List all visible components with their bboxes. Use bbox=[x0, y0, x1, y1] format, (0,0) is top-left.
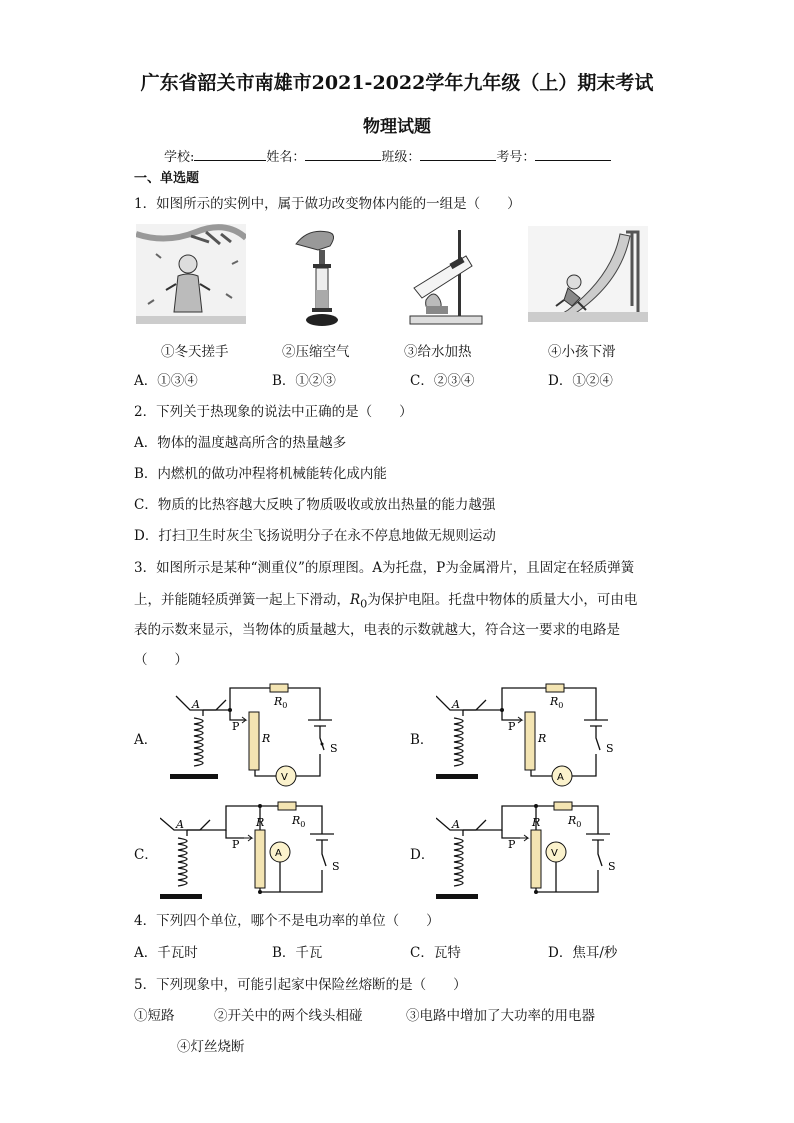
circuit-c-tray-label: A bbox=[176, 818, 184, 831]
q1-caption-2: ②压缩空气 bbox=[282, 344, 350, 360]
circuit-b-slider-label: P bbox=[508, 720, 516, 733]
q3-option-a-label[interactable]: A． bbox=[134, 732, 158, 748]
q4-stem: 4．下列四个单位，哪个不是电功率的单位（ ） bbox=[134, 913, 440, 929]
q3-stem-r0-symbol: R bbox=[350, 592, 361, 608]
student-info-line bbox=[164, 146, 611, 165]
q5-item-1: ①短路 bbox=[134, 1008, 175, 1024]
circuit-d-r0-symbol: R bbox=[568, 814, 577, 827]
q1-option-a[interactable]: A．①③④ bbox=[134, 373, 198, 389]
circuit-b-tray-label: A bbox=[452, 698, 460, 711]
svg-text:R0 bbox=[291, 814, 305, 829]
svg-text:R0 bbox=[273, 695, 287, 710]
school-label: 学校: bbox=[164, 150, 195, 165]
school-blank[interactable] bbox=[194, 148, 266, 161]
circuit-c-slider-label: P bbox=[232, 838, 240, 851]
circuit-a-slider-label: P bbox=[232, 720, 240, 733]
q5-item-2: ②开关中的两个线头相碰 bbox=[214, 1008, 363, 1024]
compress-air-image bbox=[288, 224, 358, 328]
q2-option-b[interactable]: B．内燃机的做功冲程将机械能转化成内能 bbox=[134, 466, 387, 482]
exam-no-blank[interactable] bbox=[535, 148, 611, 161]
q3-stem-line3: 表的示数来显示，当物体的质量越大，电表的示数就越大，符合这一要求的电路是 bbox=[134, 622, 620, 638]
circuit-d-tray-label: A bbox=[452, 818, 460, 831]
circuit-d-slider-label: P bbox=[508, 838, 516, 851]
q2-option-a[interactable]: A．物体的温度越高所含的热量越多 bbox=[134, 435, 347, 451]
q1-caption-1: ①冬天搓手 bbox=[161, 344, 229, 360]
q3-stem-line2 bbox=[134, 588, 637, 611]
q3-stem-line4: （ ） bbox=[134, 652, 188, 668]
circuit-a-rheostat-label: R bbox=[262, 732, 271, 745]
section-heading: 一、单选题 bbox=[134, 171, 200, 186]
circuit-d-switch-label: S bbox=[608, 860, 616, 873]
exam-no-label: 考号： bbox=[496, 150, 536, 165]
exam-title: 广东省韶关市南雄市2021-2022学年九年级（上）期末考试 bbox=[140, 72, 654, 94]
circuit-b-r0-symbol: R bbox=[550, 695, 559, 708]
circuit-b-ammeter-label: A bbox=[557, 772, 564, 783]
circuit-c-switch-label: S bbox=[332, 860, 340, 873]
q5-stem: 5．下列现象中，可能引起家中保险丝熔断的是（ ） bbox=[134, 977, 467, 993]
heating-water-image bbox=[404, 226, 488, 328]
q2-option-c[interactable]: C．物质的比热容越大反映了物质吸收或放出热量的能力越强 bbox=[134, 497, 496, 513]
q4-option-a[interactable]: A．千瓦时 bbox=[134, 945, 198, 961]
q3-stem-r0 bbox=[350, 592, 368, 611]
q3-stem-r0-sub: 0 bbox=[360, 597, 368, 611]
circuit-b-switch-label: S bbox=[606, 742, 614, 755]
q5-item-4: ④灯丝烧断 bbox=[177, 1039, 245, 1055]
circuit-b-rheostat-label: R bbox=[538, 732, 547, 745]
svg-text:R0 bbox=[567, 814, 581, 829]
circuit-c-r0-sub: 0 bbox=[300, 820, 306, 829]
circuit-d-r0-sub: 0 bbox=[576, 820, 582, 829]
q4-option-b[interactable]: B．千瓦 bbox=[272, 945, 323, 961]
svg-text:R0 bbox=[549, 695, 563, 710]
circuit-a-switch-label: S bbox=[330, 742, 338, 755]
name-label: 姓名： bbox=[266, 150, 306, 165]
exam-subtitle: 物理试题 bbox=[363, 117, 431, 137]
class-label: 班级： bbox=[381, 150, 421, 165]
circuit-d-diagram[interactable] bbox=[436, 798, 646, 908]
q4-option-d[interactable]: D．焦耳/秒 bbox=[548, 945, 618, 961]
q1-stem: 1．如图所示的实例中，属于做功改变物体内能的一组是（ ） bbox=[134, 196, 521, 212]
q3-stem-line2b: 为保护电阻。托盘中物体的质量大小，可由电 bbox=[367, 592, 638, 608]
rubbing-hands-image bbox=[136, 224, 246, 324]
q5-item-3: ③电路中增加了大功率的用电器 bbox=[406, 1008, 595, 1024]
q1-caption-4: ④小孩下滑 bbox=[548, 344, 616, 360]
circuit-c-diagram[interactable] bbox=[160, 798, 370, 908]
q2-stem: 2．下列关于热现象的说法中正确的是（ ） bbox=[134, 404, 413, 420]
circuit-a-tray-label: A bbox=[192, 698, 200, 711]
circuit-b-diagram[interactable] bbox=[436, 680, 646, 790]
name-blank[interactable] bbox=[305, 148, 381, 161]
child-sliding-image bbox=[528, 226, 648, 322]
class-blank[interactable] bbox=[420, 148, 496, 161]
circuit-c-rheostat-label: R bbox=[256, 816, 265, 829]
q3-stem-line1: 3．如图所示是某种“测重仪”的原理图。A为托盘，P为金属滑片，且固定在轻质弹簧 bbox=[134, 560, 635, 576]
circuit-d-voltmeter-label: V bbox=[551, 848, 558, 859]
circuit-d-rheostat-label: R bbox=[532, 816, 541, 829]
circuit-a-r0-symbol: R bbox=[274, 695, 283, 708]
circuit-c-ammeter-label: A bbox=[275, 848, 282, 859]
q1-caption-3: ③给水加热 bbox=[404, 344, 472, 360]
q3-option-c-label[interactable]: C． bbox=[134, 847, 158, 863]
circuit-c-r0-symbol: R bbox=[292, 814, 301, 827]
q1-option-b[interactable]: B．①②③ bbox=[272, 373, 336, 389]
circuit-a-r0-sub: 0 bbox=[282, 701, 288, 710]
q1-option-c[interactable]: C．②③④ bbox=[410, 373, 475, 389]
circuit-a-voltmeter-label: V bbox=[281, 772, 288, 783]
q1-option-d[interactable]: D．①②④ bbox=[548, 373, 613, 389]
q3-stem-line2a: 上，并能随轻质弹簧一起上下滑动， bbox=[134, 592, 350, 608]
q3-option-b-label[interactable]: B． bbox=[410, 732, 434, 748]
q2-option-d[interactable]: D．打扫卫生时灰尘飞扬说明分子在永不停息地做无规则运动 bbox=[134, 528, 496, 544]
circuit-b-r0-sub: 0 bbox=[558, 701, 564, 710]
q4-option-c[interactable]: C．瓦特 bbox=[410, 945, 461, 961]
q3-option-d-label[interactable]: D． bbox=[410, 847, 435, 863]
circuit-a-diagram[interactable] bbox=[160, 680, 370, 790]
